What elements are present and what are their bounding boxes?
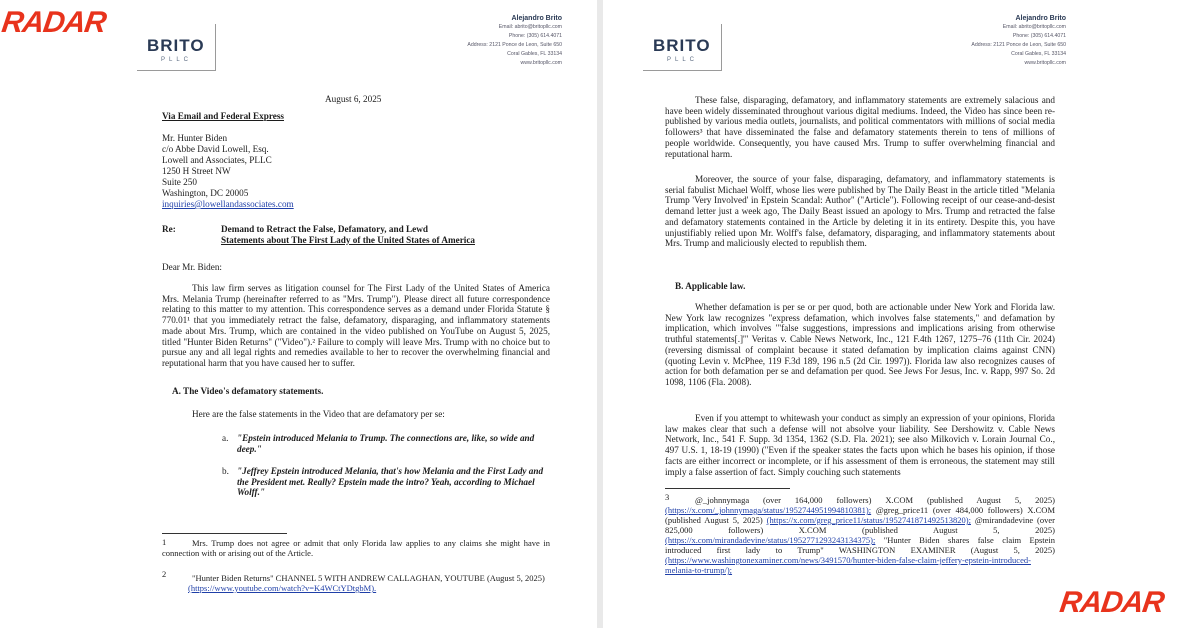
footnote-3-text-d: "Hunter Biden shares false claim Epstein introduced first lady to Trump" WASHINGTON EXAMINER (August 5, 2025) bbox=[665, 535, 1055, 555]
item-a-quote: "Epstein introduced Melania to Trump. The connections are, like, so wide and deep." bbox=[237, 433, 535, 454]
item-b-label: b. bbox=[222, 466, 229, 476]
footnote-3-link-2[interactable]: (https://x.com/greg_price11/status/1952741871492513820); bbox=[766, 515, 971, 525]
source-paragraph: Moreover, the source of your false, disparaging, defamatory, and inflammatory statements is serial fabulist Michael Wolff, whose lies were published by The Daily Beast in the article titled "Melania Trump 'Very Involved' in Epstein Scandal: Author" ("Article"). Following receipt of our cease-and-desist demand letter just a week ago, The Daily Beast issued an apology to Mrs. Trump and retracted the false and defamatory statements contained in the Article by deleting it in its entirety. Despite this, you have unjustifiably relied upon Mr. Wolff's false, defamatory, disparaging, and inflammatory statements about Mrs. Trump and maliciously elected to republish them. bbox=[665, 174, 1055, 249]
letterhead-contact bbox=[402, 14, 562, 68]
logo-sub: PLLC bbox=[667, 57, 699, 63]
address-line: Washington, DC 20005 bbox=[162, 188, 249, 198]
footnote-3-number: 3 bbox=[665, 492, 670, 502]
delivery-method: Via Email and Federal Express bbox=[162, 111, 284, 121]
salutation: Dear Mr. Biden: bbox=[162, 262, 222, 272]
letterhead-email: Email: abrito@britopllc.com bbox=[1002, 24, 1066, 30]
footnote-3 bbox=[665, 495, 1055, 575]
address-line: c/o Abbe David Lowell, Esq. bbox=[162, 144, 269, 154]
letterhead-web: www.britopllc.com bbox=[520, 60, 562, 66]
re-line-1: Demand to Retract the False, Defamatory, and Lewd bbox=[221, 224, 428, 234]
item-a-label: a. bbox=[222, 433, 229, 443]
footnote-2-link[interactable]: (https://www.youtube.com/watch?v=K4WCtYDtgbM). bbox=[188, 583, 377, 593]
section-a-intro: Here are the false statements in the Video that are defamatory per se: bbox=[192, 409, 445, 419]
intro-paragraph: This law firm serves as litigation counsel for The First Lady of the United States of America Mrs. Melania Trump (hereinafter referred to as "Mrs. Trump"). Please direct all future correspondence relating to this matter to my attention. This correspondence serves as a demand under Florida Statute § 770.01¹ that you immediately retract the false, defamatory, disparaging, and inflammatory statements made about Mrs. Trump, which are contained in the video published on YouTube on August 5, 2025, titled "Hunter Biden Returns" ("Video").² Failure to comply will leave Mrs. Trump with no choice but to pursue any and all legal rights and remedies available to her to recover the overwhelming financial and reputational harm that you have caused her to suffer. bbox=[162, 283, 550, 368]
brito-logo bbox=[643, 24, 722, 71]
letterhead-name: Alejandro Brito bbox=[1015, 15, 1066, 22]
letterhead-phone: Phone: (305) 614.4071 bbox=[508, 33, 562, 39]
footnote-1: Mrs. Trump does not agree or admit that only Florida law applies to any claims she might have in connection with or arising out of the Article. bbox=[162, 538, 550, 558]
letter-page-2 bbox=[603, 0, 1200, 628]
letterhead-name: Alejandro Brito bbox=[511, 15, 562, 22]
footnote-2-number: 2 bbox=[162, 569, 167, 579]
letter-date: August 6, 2025 bbox=[325, 94, 382, 104]
footnote-3-link-3[interactable]: (https://x.com/mirandadevine/status/1952771293243134375); bbox=[665, 535, 876, 545]
logo-name: BRITO bbox=[653, 36, 711, 55]
footnote-3-text-b: @greg_price11 (over 484,000 followers) X.COM (published August 5, 2025) bbox=[665, 505, 1055, 525]
re-line-2: Statements about The First Lady of the United States of America bbox=[221, 235, 475, 245]
letterhead-phone: Phone: (305) 614.4071 bbox=[1012, 33, 1066, 39]
footnote-rule bbox=[665, 488, 790, 489]
letterhead-address: Address: 2121 Ponce de Leon, Suite 650 bbox=[467, 42, 562, 48]
logo-name: BRITO bbox=[147, 36, 205, 55]
footnote-3-link-1[interactable]: (https://x.com/_johnnymaga/status/1952744951994810381); bbox=[665, 505, 872, 515]
address-line: Mr. Hunter Biden bbox=[162, 133, 228, 143]
footnote-2: "Hunter Biden Returns" CHANNEL 5 WITH ANDREW CALLAGHAN, YOUTUBE (August 5, 2025) bbox=[192, 573, 545, 583]
footnote-3-text-c: @mirandadevine (over 825,000 followers) X.COM (published August 5, 2025) bbox=[665, 515, 1055, 535]
section-a-heading: A. The Video's defamatory statements. bbox=[172, 386, 324, 396]
brito-logo bbox=[137, 24, 216, 71]
letterhead-city: Coral Gables, FL 33134 bbox=[507, 51, 562, 57]
law-paragraph: Whether defamation is per se or per quod, both are actionable under New York and Florida law. New York law recognizes "express defamation, which involves false statements," and defamation by implication, which involves "'false suggestions, impressions and implications arising from otherwise truthful statements[.]'" Veritas v. Cable News Network, Inc., 121 F.4th 1267, 1275–76 (11th Cir. 2024) (reversing dismissal of complaint because it stated defamation by implication claims against CNN) (quoting Levin v. McPhee, 119 F.3d 189, 196 n.5 (2d Cir. 1997)). Florida law also recognizes causes of action for both defamation per se and defamation per quod. See Jews For Jesus, Inc. v. Rapp, 997 So. 2d 1098, 1106 (Fla. 2008). bbox=[665, 302, 1055, 387]
address-line: Suite 250 bbox=[162, 177, 197, 187]
footnote-rule bbox=[162, 533, 287, 534]
radar-watermark-top: RADAR bbox=[0, 6, 108, 39]
dissemination-paragraph: These false, disparaging, defamatory, and inflammatory statements are extremely salacious and have been widely disseminated throughout various digital mediums. Indeed, the Video has since been re-published by various media outlets, journalists, and political commentators with millions of social media followers³ that have disseminated the false and defamatory statements therein to tens of millions of people worldwide. Consequently, you have caused Mrs. Trump to suffer overwhelming financial and reputational harm. bbox=[665, 95, 1055, 159]
letterhead-contact bbox=[906, 14, 1066, 68]
section-b-heading: B. Applicable law. bbox=[675, 281, 746, 291]
letterhead-address: Address: 2121 Ponce de Leon, Suite 650 bbox=[971, 42, 1066, 48]
logo-sub: PLLC bbox=[161, 57, 193, 63]
address-line: Lowell and Associates, PLLC bbox=[162, 155, 272, 165]
address-line: 1250 H Street NW bbox=[162, 166, 231, 176]
radar-watermark-bottom: RADAR bbox=[1057, 586, 1166, 619]
footnote-3-text-a: @_johnnymaga (over 164,000 followers) X.COM (published August 5, 2025) bbox=[695, 495, 1055, 505]
footnote-1-number: 1 bbox=[162, 537, 167, 547]
letter-page-1 bbox=[0, 0, 597, 628]
letterhead-email: Email: abrito@britopllc.com bbox=[498, 24, 562, 30]
re-label: Re: bbox=[162, 224, 176, 234]
letterhead-web: www.britopllc.com bbox=[1024, 60, 1066, 66]
letterhead-city: Coral Gables, FL 33134 bbox=[1011, 51, 1066, 57]
item-b-quote: "Jeffrey Epstein introduced Melania, that's how Melania and the First Lady and the President met. Really? Epstein made the intro? Yeah, according to Michael Wolff." bbox=[237, 466, 544, 498]
recipient-email-link[interactable]: inquiries@lowellandassociates.com bbox=[162, 199, 294, 209]
opinion-paragraph: Even if you attempt to whitewash your conduct as simply an expression of your opinions, Florida law makes clear that such a defense will not absolve your liability. See Dershowitz v. Cable News Network, Inc., 541 F. Supp. 3d 1354, 1362 (S.D. Fla. 2021); see also Milkovich v. Lorain Journal Co., 497 U.S. 1, 18-19 (1990) ("Even if the speaker states the facts upon which he bases his opinion, if those facts are either incorrect or incomplete, or if his assessment of them is erroneous, the statement may still imply a false assertion of fact. Simply couching such statements bbox=[665, 413, 1055, 477]
footnote-3-link-4[interactable]: (https://www.washingtonexaminer.com/news/3491570/hunter-biden-false-claim-jeffery-epstein-introduced-melania-to-trump/); bbox=[665, 555, 1031, 575]
